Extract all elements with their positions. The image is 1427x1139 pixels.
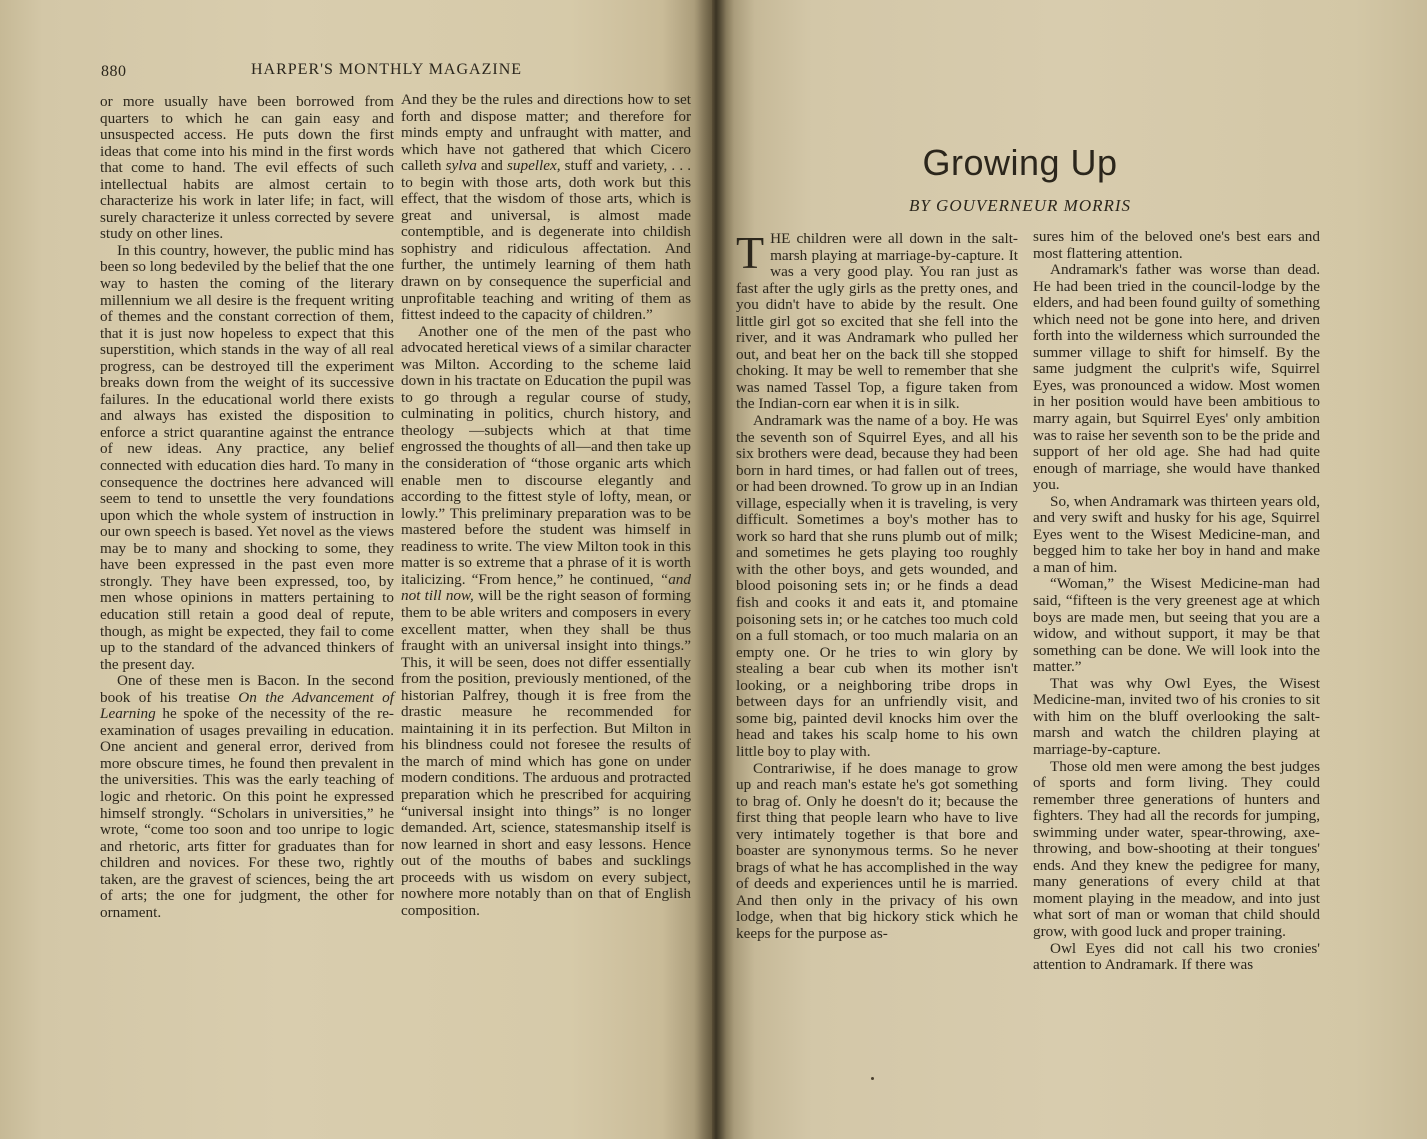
left-column-2 <box>401 92 691 919</box>
right-column-1 <box>736 227 1018 943</box>
drop-cap: T <box>736 227 765 278</box>
paragraph: So, when Andramark was thirteen years old, and very swift and husky for his age, Squirrel Eyes went to the Wisest Medicine-man, and begged him to take her boy in hand and make a man of him. <box>1033 492 1320 576</box>
ink-speck <box>871 1077 874 1080</box>
paragraph: or more usually have been borrowed from quarters to which he can gain easy and unsuspected access. He puts down the first ideas that come into his mind in the first words that come to hand. The evil effects of such intellectual habits are almost certain to characterize his work in later life; in fact, will surely characterize it unless corrected by severe study on other lines. <box>100 93 394 243</box>
left-column-1 <box>100 94 394 921</box>
book-gutter-shadow <box>694 0 734 1139</box>
byline: BY GOUVERNEUR MORRIS <box>908 196 1132 215</box>
paragraph: That was why Owl Eyes, the Wisest Medicine-man, invited two of his cronies to sit with him on the bluff overlooking the salt-marsh and watch the children playing at marriage-by-capture. <box>1033 674 1320 758</box>
paragraph: “Woman,” the Wisest Medicine-man had said, “fifteen is the very greenest age at which boys are made men, but seeing that you are a widow, and without support, it may be that something can be done. We will look into the matter.” <box>1033 575 1320 676</box>
paragraph: Andramark was the name of a boy. He was the seventh son of Squirrel Eyes, and all his six brothers were dead, because they had been born in hard times, or had fallen out of trees, or had been drowned. To grow up in an Indian village, especially when it is traveling, is very difficult. Sometimes a boy's mother has to work so hard that she runs plumb out of milk; and sometimes he gets playing too roughly with the other boys, and gets wounded, and blood poisoning sets in; or he finds a dead fish and cooks it and eats it, and ptomaine poisoning sets in; or he catches too much cold on a full stomach, or too much malaria on an empty one. Or he tries to win glory by stealing a bear cub when its mother isn't looking, or a neighboring tribe drops in between days for an unfriendly visit, and some big, painted devil knocks him over the head and takes his scalp home to his own little boy to play with. <box>736 412 1018 760</box>
paragraph: Contrariwise, if he does manage to grow up and reach man's estate he's got something to brag of. Only he doesn't do it; because the first thing that people learn who have to live very intimately together is that bore and boaster are synonymous terms. So he never brags of what he has accomplished in the way of deeds and experiences until he is married. And then only in the privacy of his own lodge, when that big hickory stick which he keeps for the purpose as- <box>736 759 1018 942</box>
opening-paragraph: THE children were all down in the salt-marsh playing at marriage-by-capture. It was a very good play. You ran just as fast after the ugly girls as the pretty ones, and you didn't have to abide by the result. One little girl got so excited that she fell into the river, and it was Andramark who pulled her out, and beat her on the back till she stopped choking. It may be well to remember that she was named Tassel Top, a figure taken from the Indian-corn ear when it is in silk. <box>736 227 1018 413</box>
magazine-title: HARPER'S MONTHLY MAGAZINE <box>251 61 523 78</box>
italic-phrase: “and not till now, <box>401 570 691 605</box>
paragraph: And they be the rules and directions how to set forth and dispose matter; and therefore for minds empty and unfraught with matter, and which have not gathered that which Cicero calleth sylva and supellex, stuff and variety, . . . to begin with those arts, doth work but this effect, that the wisdom of those arts, which is great and universal, is almost made contemptible, and is degenerate into childish sophistry and ridiculous affectation. And further, the untimely learning of them hath drawn on by consequence the superficial and unprofitable teaching and writing of them as fittest indeed to the capacity of children.” <box>401 91 692 324</box>
article-title: Growing Up <box>922 142 1118 183</box>
left-page <box>0 0 712 1139</box>
paragraph: Those old men were among the best judges of sports and form living. They could remember three generations of hunters and fighters. They had all the records for jumping, swimming under water, spear-throwing, axe-throwing, and bow-shooting at their tongues' ends. And they knew the pedigree for many, many generations of every child at that moment playing in the meadow, and into just what sort of man or woman that child should grow, with good luck and proper training. <box>1033 757 1320 940</box>
paragraph: Owl Eyes did not call his two cronies' attention to Andramark. If there was <box>1033 939 1320 974</box>
paragraph: One of these men is Bacon. In the second book of his treatise On the Advancement of Learning he spoke of the necessity of the re-examination of usages prevailing in education. One ancient and general error, derived from more obscure times, he found then prevalent in the universities. This was the early teaching of logic and rhetoric. On this point he expressed himself strongly. “Scholars in universities,” he wrote, “come too soon and too unripe to logic and rhetoric, arts fitter for graduates than for children and novices. For these two, rightly taken, are the gravest of sciences, being the art of arts; the one for judgment, the other for ornament. <box>100 672 394 921</box>
paragraph: In this country, however, the public mind has been so long bedeviled by the belief that the one way to hasten the coming of the literary millennium we all desire is the frequent writing of themes and the constant correction of them, that it is just now hopeless to expect that this superstition, which stands in the way of all real progress, can be destroyed till the experiment breaks down from the weight of its successive failures. In the educational world there exists and always has existed the disposition to enforce a strict quarantine against the entrance of new ideas. Any practice, any belief connected with education dies hard. To many in consequence the doctrines here advanced will seem to tend to unsettle the very foundations upon which the whole system of instruction in our own speech is based. Yet novel as the views may be to many and shocking to some, they have been expressed in the past even more strongly. They have been expressed, too, by men whose opinions in matters pertaining to education still retain a good deal of repute, though, as might be expected, they fail to come up to the standard of the advanced thinkers of the present day. <box>100 241 394 673</box>
paragraph: Andramark's father was worse than dead. He had been tried in the council-lodge by the elders, and had been found guilty of something which need not be gone into here, and driven forth into the wilderness which surrounded the summer village to shift for himself. By the same judgment the culprit's wife, Squirrel Eyes, was pronounced a widow. Most women in her position would have been ambitious to marry again, but Squirrel Eyes' only ambition was to raise her seventh son to be the pride and support of her old age. She had had quite enough of marriage, she would have thanked you. <box>1033 261 1320 494</box>
book-title-italic: On the Advancement of Learning <box>100 688 394 723</box>
paragraph: Another one of the men of the past who advocated heretical views of a similar character was Milton. According to the scheme laid down in his tractate on Education the pupil was to go through a regular course of study, culminating in politics, church history, and theology —subjects which at that time engrossed the thoughts of all—and then take up the consideration of “those organic arts which enable men to discourse elegantly and according to the fittest style of lofty, mean, or lowly.” This preliminary preparation was to be mastered before the student was himself in readiness to write. The view Milton took in this matter is so extreme that a phrase of it is worth italicizing. “From hence,” he continued, “and not till now, will be the right season of forming them to be able writers and composers in every excellent matter, when they shall be thus fraught with an universal insight into things.” This, it will be seen, does not differ essentially from the position, previously mentioned, of the historian Palfrey, though it is free from the drastic measure he recommended for maintaining it in its perfection. But Milton in his blindness could not foresee the results of the march of mind which has gone on under modern conditions. The arduous and protracted preparation which he prescribed for acquiring “universal insight into things” is no longer demanded. Art, science, statesmanship itself is now learned in short and easy lessons. Hence out of the mouths of babes and sucklings proceeds with us wisdom on every subject, nowhere more notably than on that of English composition. <box>401 322 692 919</box>
right-column-2 <box>1033 229 1320 974</box>
paragraph: sures him of the beloved one's best ears and most flattering attention. <box>1033 228 1320 262</box>
page-number: 880 <box>101 63 127 80</box>
right-page <box>712 0 1427 1139</box>
